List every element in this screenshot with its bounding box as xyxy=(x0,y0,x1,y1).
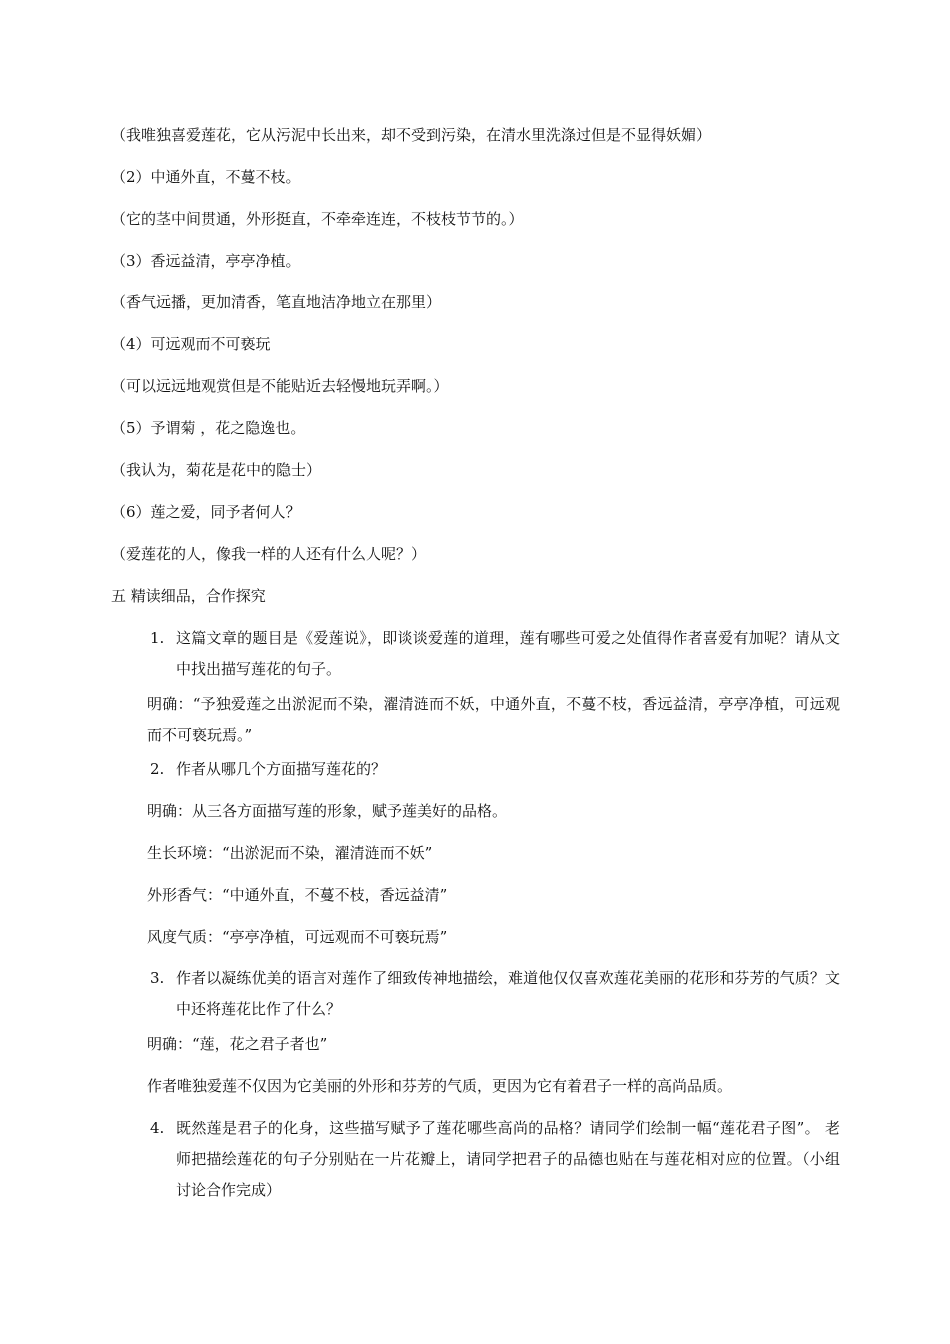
translation-line-1: （我唯独喜爱莲花，它从污泥中长出来，却不受到污染，在清水里洗涤过但是不显得妖媚） xyxy=(111,126,712,144)
original-line-2: （2）中通外直，不蔓不枝。 xyxy=(111,168,301,186)
original-line-4: （4）可远观而不可亵玩 xyxy=(111,335,271,353)
question-3: 作者以凝练优美的语言对莲作了细致传神地描绘，难道他仅仅喜欢莲花美丽的花形和芬芳的气质？文中还将莲花比作了什么？ xyxy=(176,969,840,1018)
question-4: 既然莲是君子的化身，这些描写赋予了莲花哪些高尚的品格？请同学们绘制一幅“莲花君子图”。 老师把描绘莲花的句子分别贴在一片花瓣上，请同学把君子的品德也贴在与莲花相对应的位置。（小组讨论合作完成） xyxy=(176,1119,840,1199)
question-1-number: 1. xyxy=(150,629,165,647)
translation-line-6: （爱莲花的人，像我一样的人还有什么人呢？） xyxy=(111,545,427,563)
question-2: 作者从哪几个方面描写莲花的？ xyxy=(176,760,387,778)
translation-line-4: （可以远远地观赏但是不能贴近去轻慢地玩弄啊。） xyxy=(111,377,449,395)
translation-line-3: （香气远播，更加清香，笔直地洁净地立在那里） xyxy=(111,293,442,311)
question-2-number: 2. xyxy=(150,760,165,778)
answer-1: 明确：“予独爱莲之出淤泥而不染，濯清涟而不妖，中通外直，不蔓不枝，香远益清，亭亭净植，可远观而不可亵玩焉。” xyxy=(147,695,840,744)
question-3-number: 3. xyxy=(150,969,165,987)
answer-2-growth: 生长环境：“出淤泥而不染，濯清涟而不妖” xyxy=(147,844,433,862)
question-4-number: 4. xyxy=(150,1119,165,1137)
original-line-6: （6）莲之爱，同予者何人？ xyxy=(111,503,301,521)
section-heading: 五 精读细品，合作探究 xyxy=(111,587,266,605)
answer-2: 明确：从三各方面描写莲的形象，赋予莲美好的品格。 xyxy=(147,802,508,820)
answer-2-temperament: 风度气质：“亭亭净植，可远观而不可亵玩焉” xyxy=(147,928,448,946)
answer-3-detail: 作者唯独爱莲不仅因为它美丽的外形和芬芳的气质，更因为它有着君子一样的高尚品质。 xyxy=(147,1077,733,1095)
original-line-5: （5）予谓菊 ，花之隐逸也。 xyxy=(111,419,306,437)
question-1: 这篇文章的题目是《爱莲说》，即谈谈爱莲的道理，莲有哪些可爱之处值得作者喜爱有加呢？请从文中找出描写莲花的句子。 xyxy=(176,629,840,678)
translation-line-5: （我认为，菊花是花中的隐士） xyxy=(111,461,322,479)
answer-3: 明确：“莲，花之君子者也” xyxy=(147,1035,328,1053)
answer-2-shape: 外形香气：“中通外直，不蔓不枝，香远益清” xyxy=(147,886,448,904)
translation-line-2: （它的茎中间贯通，外形挺直，不牵牵连连，不枝枝节节的。） xyxy=(111,210,524,228)
original-line-3: （3）香远益清，亭亭净植。 xyxy=(111,252,301,270)
